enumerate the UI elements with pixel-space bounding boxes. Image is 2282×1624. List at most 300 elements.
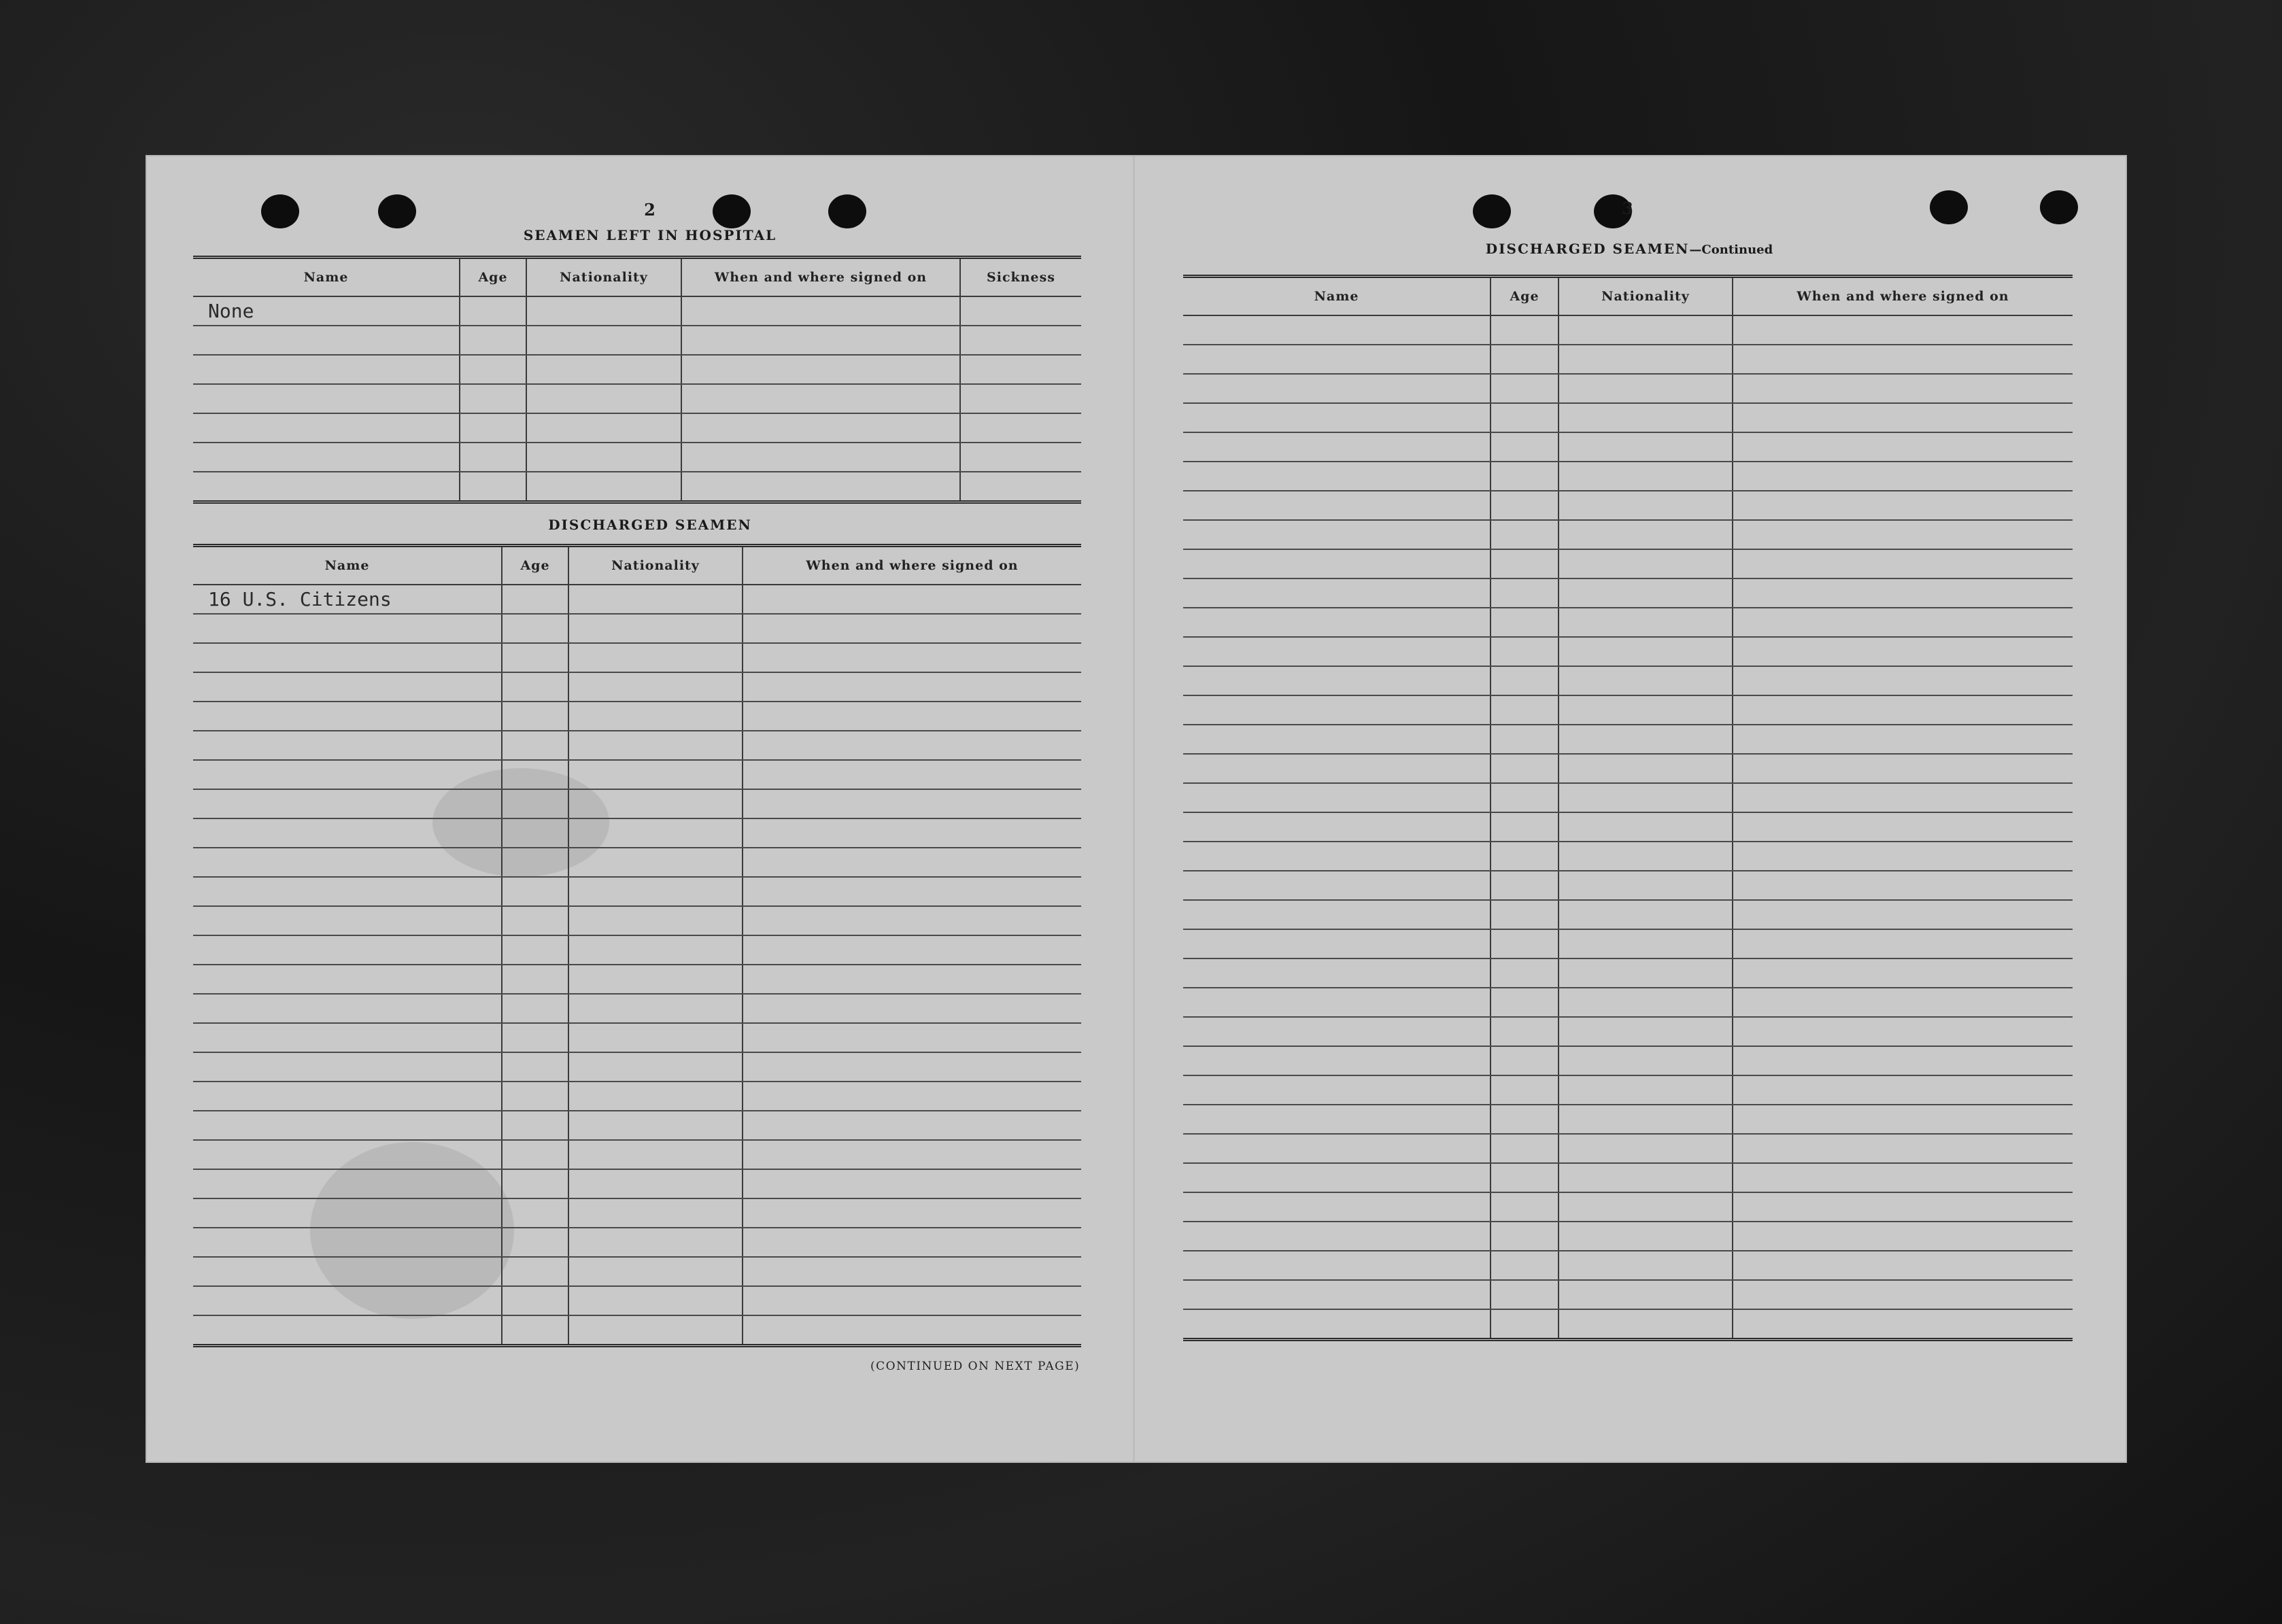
table-cell — [1491, 1163, 1559, 1192]
table-cell — [1733, 812, 2073, 842]
table-cell — [1491, 462, 1559, 491]
table-cell — [193, 848, 502, 877]
table-cell — [502, 906, 568, 935]
table-cell — [568, 906, 743, 935]
table-row — [1183, 1134, 2073, 1163]
table-cell — [568, 760, 743, 789]
table-cell — [1491, 929, 1559, 958]
table-cell — [193, 731, 502, 760]
table-cell — [1183, 929, 1491, 958]
table-row — [193, 443, 1081, 472]
table-cell — [1183, 666, 1491, 695]
table-cell — [568, 994, 743, 1023]
table-cell — [743, 965, 1081, 994]
table-cell — [568, 614, 743, 643]
table-cell — [568, 935, 743, 965]
table-cell — [1183, 1075, 1491, 1105]
table-cell — [526, 355, 681, 384]
table-cell — [1733, 1134, 2073, 1163]
table-cell — [1183, 549, 1491, 578]
table-cell — [568, 1023, 743, 1052]
table-cell — [960, 384, 1081, 413]
table-cell — [743, 994, 1081, 1023]
table-row — [193, 1228, 1081, 1257]
table-cell — [743, 1169, 1081, 1198]
table-row — [1183, 549, 2073, 578]
table-cell — [502, 702, 568, 731]
table-header-row — [193, 546, 1081, 585]
table-cell — [960, 472, 1081, 502]
table-cell — [568, 965, 743, 994]
table-cell — [1559, 462, 1733, 491]
table-cell — [460, 472, 526, 502]
table-row — [1183, 666, 2073, 695]
table-cell — [1491, 578, 1559, 608]
table-cell — [193, 1082, 502, 1111]
table-cell — [681, 443, 960, 472]
table-cell — [1183, 842, 1491, 871]
table-cell — [1183, 345, 1491, 374]
table-cell — [568, 1198, 743, 1228]
table-cell — [1559, 958, 1733, 988]
hospital-section-title: SEAMEN LEFT IN HOSPITAL — [523, 227, 777, 243]
table-cell — [568, 1228, 743, 1257]
table-cell — [1733, 315, 2073, 345]
table-cell — [1491, 842, 1559, 871]
table-cell — [1183, 403, 1491, 432]
table-cell — [743, 672, 1081, 702]
table-row — [193, 702, 1081, 731]
table-cell — [502, 877, 568, 906]
table-cell — [1559, 403, 1733, 432]
table-cell — [1491, 374, 1559, 403]
table-cell — [526, 296, 681, 326]
table-row — [1183, 403, 2073, 432]
table-header-row — [193, 258, 1081, 297]
table-cell — [193, 1023, 502, 1052]
table-cell — [743, 1140, 1081, 1169]
table-row — [193, 731, 1081, 760]
table-cell — [460, 384, 526, 413]
table-cell — [502, 643, 568, 672]
table-row — [1183, 695, 2073, 725]
table-row — [1183, 1163, 2073, 1192]
table-cell — [1559, 637, 1733, 666]
table-row — [1183, 1280, 2073, 1309]
table-cell — [193, 702, 502, 731]
table-row — [1183, 1251, 2073, 1280]
table-cell — [1559, 725, 1733, 754]
table-cell — [1559, 666, 1733, 695]
table-row — [1183, 958, 2073, 988]
table-cell — [1491, 871, 1559, 900]
table-cell — [193, 413, 460, 443]
table-cell — [1491, 666, 1559, 695]
table-cell — [1183, 958, 1491, 988]
table-cell — [1491, 432, 1559, 462]
table-cell — [743, 877, 1081, 906]
discharged-continued-title-text: DISCHARGED SEAMEN — [1485, 241, 1690, 257]
table-cell — [1491, 549, 1559, 578]
table-cell — [1733, 958, 2073, 988]
table-row — [1183, 1046, 2073, 1075]
table-cell — [1183, 725, 1491, 754]
table-cell — [1559, 578, 1733, 608]
table-cell — [743, 614, 1081, 643]
table-cell — [526, 384, 681, 413]
table-cell — [502, 1228, 568, 1257]
table-cell — [743, 1257, 1081, 1286]
table-row — [193, 1111, 1081, 1140]
table-row — [1183, 1017, 2073, 1046]
table-cell — [1183, 783, 1491, 812]
table-cell — [1491, 812, 1559, 842]
table-cell — [1491, 783, 1559, 812]
table-cell — [193, 1228, 502, 1257]
table-cell — [1559, 608, 1733, 637]
table-cell — [502, 1023, 568, 1052]
column-header-name: Name — [193, 546, 502, 585]
table-cell — [502, 1082, 568, 1111]
discharged-continued-title — [1357, 241, 1901, 257]
table-cell — [1559, 549, 1733, 578]
table-cell — [681, 472, 960, 502]
table-row — [193, 848, 1081, 877]
discharged-table — [193, 544, 1081, 1347]
table-cell — [193, 472, 460, 502]
table-cell — [1491, 608, 1559, 637]
table-cell — [1559, 900, 1733, 929]
table-cell — [502, 1257, 568, 1286]
table-cell — [1733, 1309, 2073, 1340]
table-cell — [1733, 549, 2073, 578]
column-header-signed-on: When and where signed on — [1733, 277, 2073, 316]
table-row — [1183, 462, 2073, 491]
table-cell — [568, 1111, 743, 1140]
table-row — [1183, 900, 2073, 929]
table-cell — [681, 326, 960, 355]
table-cell — [1733, 1251, 2073, 1280]
table-cell — [1559, 432, 1733, 462]
table-row — [193, 296, 1081, 326]
table-header-row — [1183, 277, 2073, 316]
table-cell — [502, 614, 568, 643]
table-row — [193, 1257, 1081, 1286]
table-cell — [1183, 1163, 1491, 1192]
table-row — [1183, 1105, 2073, 1134]
table-cell — [1559, 929, 1733, 958]
table-cell — [1183, 520, 1491, 549]
column-header-name: Name — [193, 258, 460, 297]
table-row — [1183, 783, 2073, 812]
table-cell — [1559, 315, 1733, 345]
table-cell — [1491, 491, 1559, 520]
table-cell — [1733, 1192, 2073, 1222]
table-cell — [1183, 1251, 1491, 1280]
table-row — [1183, 432, 2073, 462]
table-cell — [568, 643, 743, 672]
table-cell — [1559, 783, 1733, 812]
table-cell — [1183, 432, 1491, 462]
table-cell — [193, 818, 502, 848]
table-row — [193, 413, 1081, 443]
table-cell — [568, 877, 743, 906]
table-cell — [193, 326, 460, 355]
punch-hole — [713, 194, 751, 228]
center-fold — [1133, 156, 1135, 1462]
table-row — [193, 789, 1081, 818]
table-cell — [743, 1198, 1081, 1228]
table-cell — [743, 818, 1081, 848]
table-cell: None — [193, 296, 460, 326]
table-cell — [1733, 432, 2073, 462]
table-cell — [960, 355, 1081, 384]
table-row — [193, 877, 1081, 906]
page-number-left: 2 — [644, 200, 656, 220]
table-cell — [1733, 929, 2073, 958]
table-cell — [1559, 520, 1733, 549]
table-cell — [1183, 871, 1491, 900]
table-row — [1183, 1075, 2073, 1105]
table-cell — [1491, 1280, 1559, 1309]
table-cell — [193, 443, 460, 472]
table-row — [193, 965, 1081, 994]
table-cell — [960, 296, 1081, 326]
table-cell — [193, 1140, 502, 1169]
column-header-age: Age — [460, 258, 526, 297]
table-row — [193, 935, 1081, 965]
table-cell — [568, 789, 743, 818]
table-cell — [526, 413, 681, 443]
table-cell — [460, 326, 526, 355]
table-cell — [1733, 345, 2073, 374]
table-cell — [568, 1315, 743, 1346]
table-cell — [1733, 462, 2073, 491]
table-cell — [1491, 1192, 1559, 1222]
table-cell — [502, 965, 568, 994]
punch-hole — [378, 194, 416, 228]
table-cell — [1491, 403, 1559, 432]
table-cell — [1559, 1280, 1733, 1309]
table-cell — [193, 355, 460, 384]
table-cell — [502, 760, 568, 789]
table-cell — [681, 384, 960, 413]
table-row — [1183, 345, 2073, 374]
table-cell — [1559, 1309, 1733, 1340]
table-cell — [568, 1140, 743, 1169]
table-cell — [1559, 374, 1733, 403]
table-cell — [193, 760, 502, 789]
table-cell — [681, 355, 960, 384]
table-cell — [1733, 403, 2073, 432]
column-header-nationality: Nationality — [526, 258, 681, 297]
hospital-table — [193, 256, 1081, 504]
table-cell — [1491, 1046, 1559, 1075]
table-cell — [193, 906, 502, 935]
table-row — [1183, 1309, 2073, 1340]
table-cell — [1733, 1163, 2073, 1192]
table-cell — [1559, 1192, 1733, 1222]
document-spread — [147, 156, 2126, 1462]
table-row — [193, 585, 1081, 614]
table-cell — [502, 1140, 568, 1169]
punch-hole — [1930, 190, 1968, 224]
table-row — [1183, 520, 2073, 549]
table-cell — [743, 1082, 1081, 1111]
table-cell — [502, 1286, 568, 1315]
table-cell — [1733, 1105, 2073, 1134]
table-row — [193, 326, 1081, 355]
table-cell — [502, 1315, 568, 1346]
table-cell — [1491, 900, 1559, 929]
table-cell — [1183, 1017, 1491, 1046]
table-row — [1183, 608, 2073, 637]
table-cell — [1183, 315, 1491, 345]
table-cell — [1183, 754, 1491, 783]
table-cell — [502, 848, 568, 877]
table-cell — [1491, 1105, 1559, 1134]
table-cell — [1733, 637, 2073, 666]
table-cell — [1559, 1046, 1733, 1075]
continued-suffix: —Continued — [1689, 243, 1773, 257]
table-cell — [193, 789, 502, 818]
table-cell — [1733, 842, 2073, 871]
column-header-nationality: Nationality — [1559, 277, 1733, 316]
table-row — [193, 760, 1081, 789]
table-cell — [1733, 578, 2073, 608]
table-row — [1183, 871, 2073, 900]
table-cell — [193, 1257, 502, 1286]
discharged-continued-table — [1183, 275, 2073, 1341]
table-row — [193, 672, 1081, 702]
table-cell — [502, 1198, 568, 1228]
table-cell — [193, 1286, 502, 1315]
table-cell — [1559, 812, 1733, 842]
table-row — [193, 643, 1081, 672]
table-cell — [1733, 374, 2073, 403]
table-row — [1183, 637, 2073, 666]
table-cell — [743, 1023, 1081, 1052]
table-cell — [1559, 1251, 1733, 1280]
table-cell — [1183, 1192, 1491, 1222]
table-cell — [193, 1052, 502, 1082]
table-row — [1183, 1192, 2073, 1222]
table-cell — [1733, 783, 2073, 812]
table-cell — [193, 384, 460, 413]
table-cell — [1559, 1017, 1733, 1046]
table-cell — [1559, 695, 1733, 725]
table-row — [193, 355, 1081, 384]
table-row — [193, 384, 1081, 413]
punch-hole — [261, 194, 299, 228]
table-cell — [681, 413, 960, 443]
table-cell — [502, 1052, 568, 1082]
column-header-nationality: Nationality — [568, 546, 743, 585]
table-cell — [568, 848, 743, 877]
table-cell — [460, 443, 526, 472]
table-cell — [1559, 754, 1733, 783]
table-cell — [1183, 578, 1491, 608]
table-cell — [193, 1111, 502, 1140]
table-cell — [568, 672, 743, 702]
table-cell — [743, 1111, 1081, 1140]
table-cell — [960, 413, 1081, 443]
table-cell — [743, 1315, 1081, 1346]
table-cell — [1559, 1163, 1733, 1192]
column-header-age: Age — [1491, 277, 1559, 316]
table-cell — [743, 1052, 1081, 1082]
table-row — [193, 1052, 1081, 1082]
table-cell — [1559, 1075, 1733, 1105]
table-cell: 16 U.S. Citizens — [193, 585, 502, 614]
table-cell — [460, 296, 526, 326]
table-cell — [1183, 695, 1491, 725]
column-header-signed-on: When and where signed on — [743, 546, 1081, 585]
table-cell — [743, 1286, 1081, 1315]
table-cell — [743, 935, 1081, 965]
table-cell — [1491, 1222, 1559, 1251]
table-cell — [502, 672, 568, 702]
table-cell — [1733, 1046, 2073, 1075]
table-row — [1183, 754, 2073, 783]
table-cell — [568, 1082, 743, 1111]
table-cell — [1491, 725, 1559, 754]
table-cell — [1183, 812, 1491, 842]
table-cell — [960, 443, 1081, 472]
table-cell — [960, 326, 1081, 355]
table-cell — [502, 731, 568, 760]
table-cell — [193, 1315, 502, 1346]
table-cell — [1491, 695, 1559, 725]
table-cell — [681, 296, 960, 326]
table-cell — [1491, 1309, 1559, 1340]
table-cell — [1559, 1222, 1733, 1251]
table-row — [1183, 929, 2073, 958]
table-cell — [193, 935, 502, 965]
table-cell — [743, 789, 1081, 818]
table-cell — [743, 760, 1081, 789]
table-cell — [743, 643, 1081, 672]
punch-hole — [2040, 190, 2078, 224]
table-cell — [1733, 608, 2073, 637]
table-cell — [1733, 900, 2073, 929]
table-cell — [1183, 988, 1491, 1017]
table-cell — [502, 789, 568, 818]
table-cell — [1733, 1222, 2073, 1251]
table-cell — [1733, 491, 2073, 520]
table-row — [193, 1315, 1081, 1346]
table-cell — [1559, 842, 1733, 871]
table-row — [193, 1286, 1081, 1315]
table-cell — [1559, 1105, 1733, 1134]
table-cell — [1491, 315, 1559, 345]
table-row — [193, 1169, 1081, 1198]
punch-hole — [1473, 194, 1511, 228]
table-cell — [1183, 1280, 1491, 1309]
table-cell — [743, 1228, 1081, 1257]
table-cell — [193, 1169, 502, 1198]
column-header-sickness: Sickness — [960, 258, 1081, 297]
table-cell — [743, 585, 1081, 614]
column-header-age: Age — [502, 546, 568, 585]
table-cell — [1491, 988, 1559, 1017]
table-cell — [193, 643, 502, 672]
continued-note: (CONTINUED ON NEXT PAGE) — [870, 1360, 1080, 1373]
table-cell — [568, 1286, 743, 1315]
table-cell — [1183, 462, 1491, 491]
table-cell — [1733, 666, 2073, 695]
table-cell — [1559, 871, 1733, 900]
